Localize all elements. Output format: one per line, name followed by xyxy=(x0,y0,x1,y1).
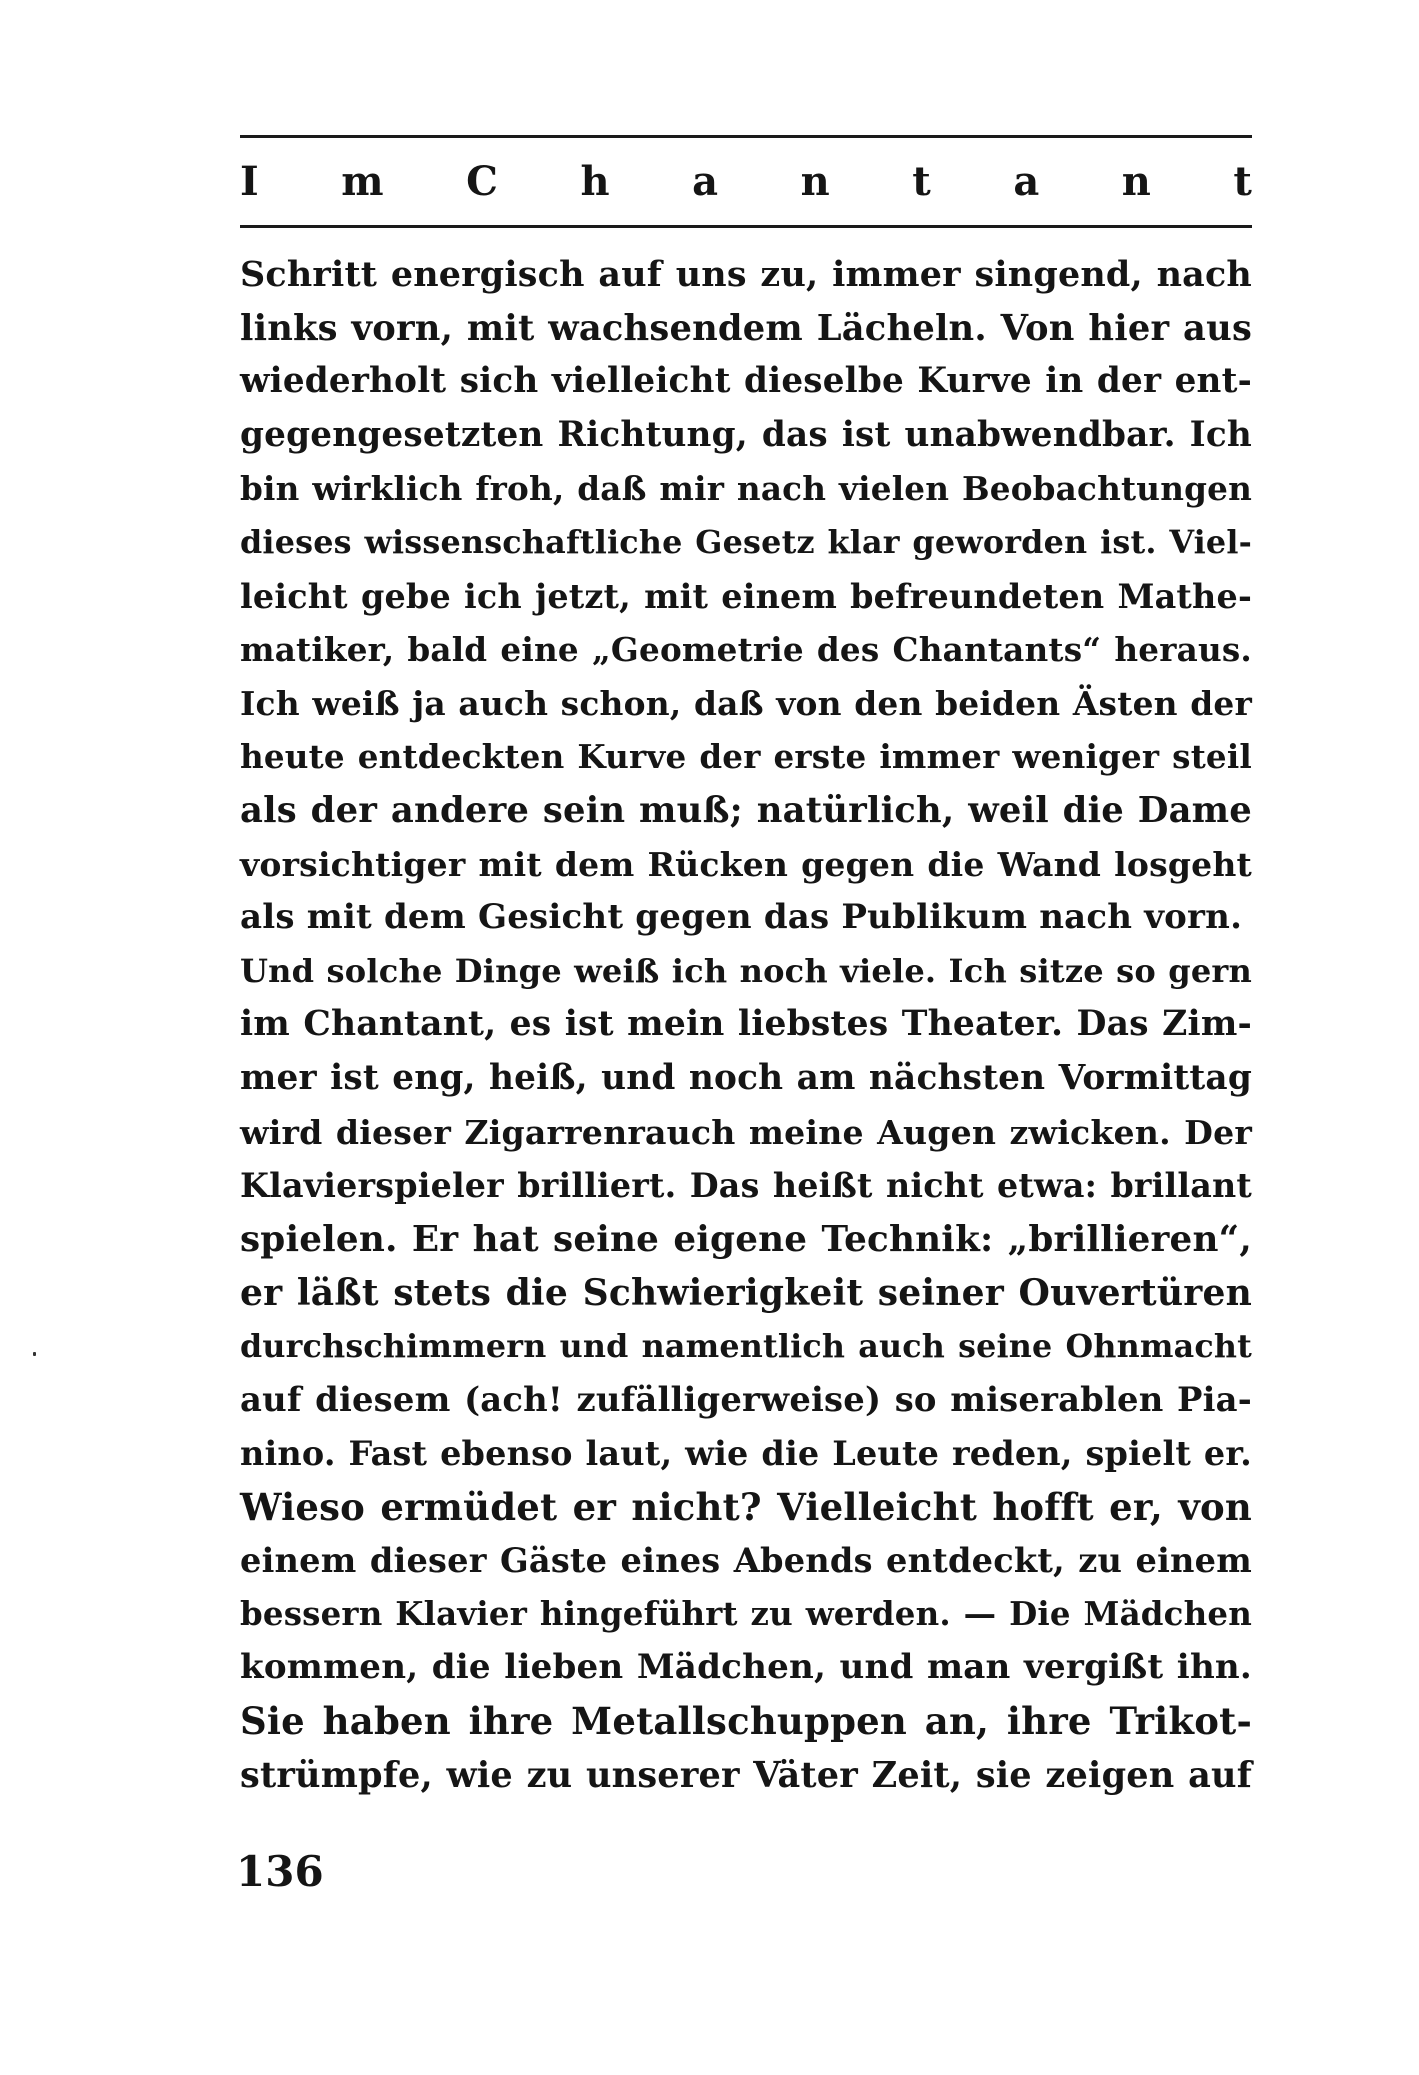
text-line: spielen. Er hat seine eigene Technik: „brillieren“, xyxy=(240,1217,1252,1260)
running-head-letter: a xyxy=(692,158,719,205)
running-head-letter: h xyxy=(580,158,610,205)
text-line: durchschimmern und namentlich auch seine Ohnmacht xyxy=(240,1327,1252,1365)
text-line: matiker, bald eine „Geometrie des Chantants“ heraus. xyxy=(240,630,1252,670)
running-head-letter: I xyxy=(240,158,259,205)
text-line: Klavierspieler brilliert. Das heißt nicht etwa: brillant xyxy=(240,1166,1252,1206)
text-line: bessern Klavier hingeführt zu werden. — Die Mädchen xyxy=(240,1594,1252,1633)
text-line: Schritt energisch auf uns zu, immer singend, nach xyxy=(240,254,1252,295)
text-line: links vorn, mit wachsendem Lächeln. Von hier aus xyxy=(240,307,1252,349)
header-rule-bottom xyxy=(240,225,1252,228)
text-line: einem dieser Gäste eines Abends entdeckt, zu einem xyxy=(240,1540,1252,1581)
text-line: als mit dem Gesicht gegen das Publikum nach vorn. xyxy=(240,897,1243,938)
page-number: 136 xyxy=(236,1847,324,1896)
running-head-letter: a xyxy=(1013,158,1040,205)
body-text xyxy=(240,248,1252,1802)
running-head-letter: t xyxy=(1233,158,1252,205)
running-head-letter: t xyxy=(912,158,931,205)
running-head-letter: m xyxy=(341,158,384,205)
text-line: strümpfe, wie zu unserer Väter Zeit, sie zeigen auf xyxy=(240,1754,1252,1796)
text-line: Ich weiß ja auch schon, daß von den beiden Ästen der xyxy=(240,683,1252,723)
running-head xyxy=(240,152,1252,212)
text-line: Und solche Dinge weiß ich noch viele. Ich sitze so gern xyxy=(240,951,1252,990)
text-line: Sie haben ihre Metallschuppen an, ihre Trikot- xyxy=(240,1699,1252,1744)
running-head-letter: n xyxy=(800,158,830,205)
text-line: leicht gebe ich jetzt, mit einem befreundeten Mathe- xyxy=(240,576,1252,616)
text-line: dieses wissenschaftliche Gesetz klar geworden ist. Viel- xyxy=(240,523,1252,561)
running-head-letter: n xyxy=(1121,158,1151,205)
text-line: wird dieser Zigarrenrauch meine Augen zwicken. Der xyxy=(240,1112,1252,1152)
text-line: er läßt stets die Schwierigkeit seiner Ouvertüren xyxy=(240,1271,1252,1315)
text-line: als der andere sein muß; natürlich, weil die Dame xyxy=(240,789,1252,831)
text-line: mer ist eng, heiß, und noch am nächsten Vormittag xyxy=(240,1057,1252,1098)
paper-speck xyxy=(33,1352,36,1356)
text-line: im Chantant, es ist mein liebstes Theater. Das Zim- xyxy=(240,1004,1252,1045)
text-line: vorsichtiger mit dem Rücken gegen die Wand losgeht xyxy=(240,844,1252,884)
header-rule-top xyxy=(240,135,1252,138)
text-line: bin wirklich froh, daß mir nach vielen Beobachtungen xyxy=(240,469,1252,509)
running-head-letter: C xyxy=(466,158,498,205)
text-line: Wieso ermüdet er nicht? Vielleicht hofft er, von xyxy=(240,1484,1252,1529)
text-line: wiederholt sich vielleicht dieselbe Kurve in der ent- xyxy=(240,361,1252,402)
text-line: heute entdeckten Kurve der erste immer weniger steil xyxy=(240,737,1252,777)
text-line: gegengesetzten Richtung, das ist unabwendbar. Ich xyxy=(240,414,1252,455)
text-line: auf diesem (ach! zufälligerweise) so miserablen Pia- xyxy=(240,1379,1252,1420)
text-line: kommen, die lieben Mädchen, und man vergißt ihn. xyxy=(240,1647,1252,1688)
text-line: nino. Fast ebenso laut, wie die Leute reden, spielt er. xyxy=(240,1434,1252,1474)
